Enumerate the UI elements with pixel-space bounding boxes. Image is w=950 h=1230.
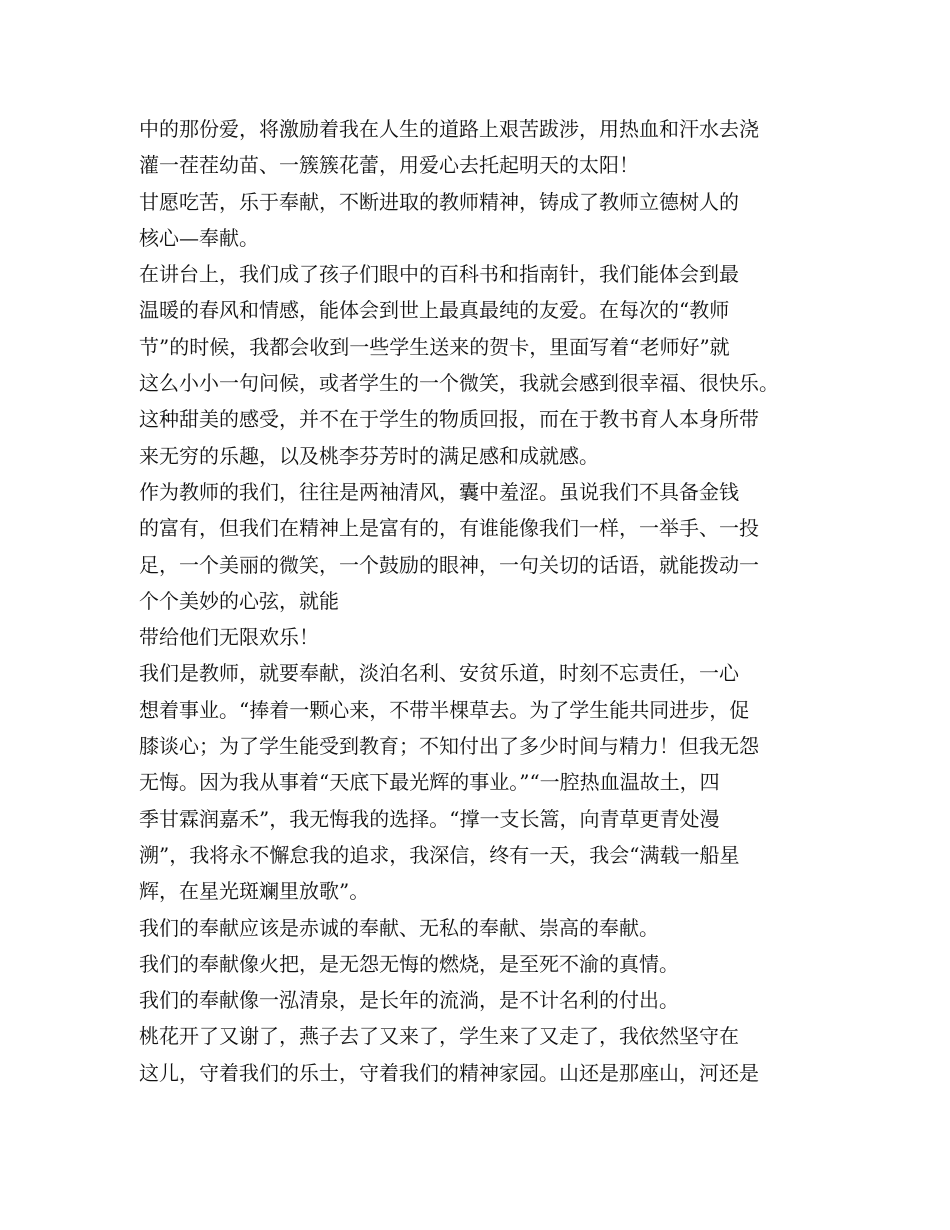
text-line: 来无穷的乐趣，以及桃李芬芳时的满足感和成就感。 bbox=[139, 443, 599, 468]
text-line: 桃花开了又谢了，燕子去了又来了，学生来了又走了，我依然坚守在 bbox=[139, 1024, 739, 1049]
text-line: 季甘霖润嘉禾”，我无悔我的选择。“撑一支长篙，向青草更青处漫 bbox=[139, 806, 720, 831]
text-line: 这种甜美的感受，并不在于学生的物质回报，而在于教书育人本身所带 bbox=[139, 407, 759, 432]
text-line: 这么小小一句问候，或者学生的一个微笑，我就会感到很幸福、很快乐。 bbox=[139, 371, 779, 396]
text-line: 灌一茬茬幼苗、一簇簇花蕾，用爱心去托起明天的太阳！ bbox=[139, 153, 639, 178]
text-line: 节”的时候，我都会收到一些学生送来的贺卡，里面写着“老师好”就 bbox=[139, 334, 730, 359]
text-line: 温暖的春风和情感，能体会到世上最真最纯的友爱。在每次的“教师 bbox=[139, 298, 730, 323]
text-line: 溯”，我将永不懈怠我的追求，我深信，终有一天，我会“满载一船星 bbox=[139, 842, 740, 867]
text-line: 作为教师的我们，往往是两袖清风，囊中羞涩。虽说我们不具备金钱 bbox=[139, 479, 739, 504]
text-line: 我们的奉献像火把，是无怨无悔的燃烧，是至死不渝的真情。 bbox=[139, 951, 679, 976]
text-line: 我们是教师，就要奉献，淡泊名利、安贫乐道，时刻不忘责任，一心 bbox=[139, 661, 739, 686]
text-line: 我们的奉献应该是赤诚的奉献、无私的奉献、崇高的奉献。 bbox=[139, 915, 659, 940]
text-line: 个个美妙的心弦，就能 bbox=[139, 588, 339, 613]
text-line: 我们的奉献像一泓清泉，是长年的流淌，是不计名利的付出。 bbox=[139, 988, 679, 1013]
text-line: 膝谈心；为了学生能受到教育；不知付出了多少时间与精力！但我无怨 bbox=[139, 734, 759, 759]
text-line: 中的那份爱，将激励着我在人生的道路上艰苦跋涉，用热血和汗水去浇 bbox=[139, 117, 759, 141]
text-line: 在讲台上，我们成了孩子们眼中的百科书和指南针，我们能体会到最 bbox=[139, 262, 739, 287]
text-line: 足，一个美丽的微笑，一个鼓励的眼神，一句关切的话语，就能拨动一 bbox=[139, 552, 759, 577]
text-line: 辉，在星光斑斓里放歌”。 bbox=[139, 879, 370, 904]
text-line: 的富有，但我们在精神上是富有的，有谁能像我们一样，一举手、一投 bbox=[139, 516, 759, 541]
text-line: 带给他们无限欢乐！ bbox=[139, 625, 319, 650]
text-line: 甘愿吃苦，乐于奉献，不断进取的教师精神，铸成了教师立德树人的 bbox=[139, 189, 739, 214]
text-line: 核心—奉献。 bbox=[139, 225, 259, 250]
text-line: 想着事业。“捧着一颗心来，不带半棵草去。为了学生能共同进步，促 bbox=[139, 697, 750, 722]
document-body bbox=[139, 111, 839, 1091]
text-line: 无悔。因为我从事着“天底下最光辉的事业。”“一腔热血温故土，四 bbox=[139, 770, 720, 795]
text-line: 这儿，守着我们的乐士，守着我们的精神家园。山还是那座山，河还是 bbox=[139, 1060, 759, 1085]
